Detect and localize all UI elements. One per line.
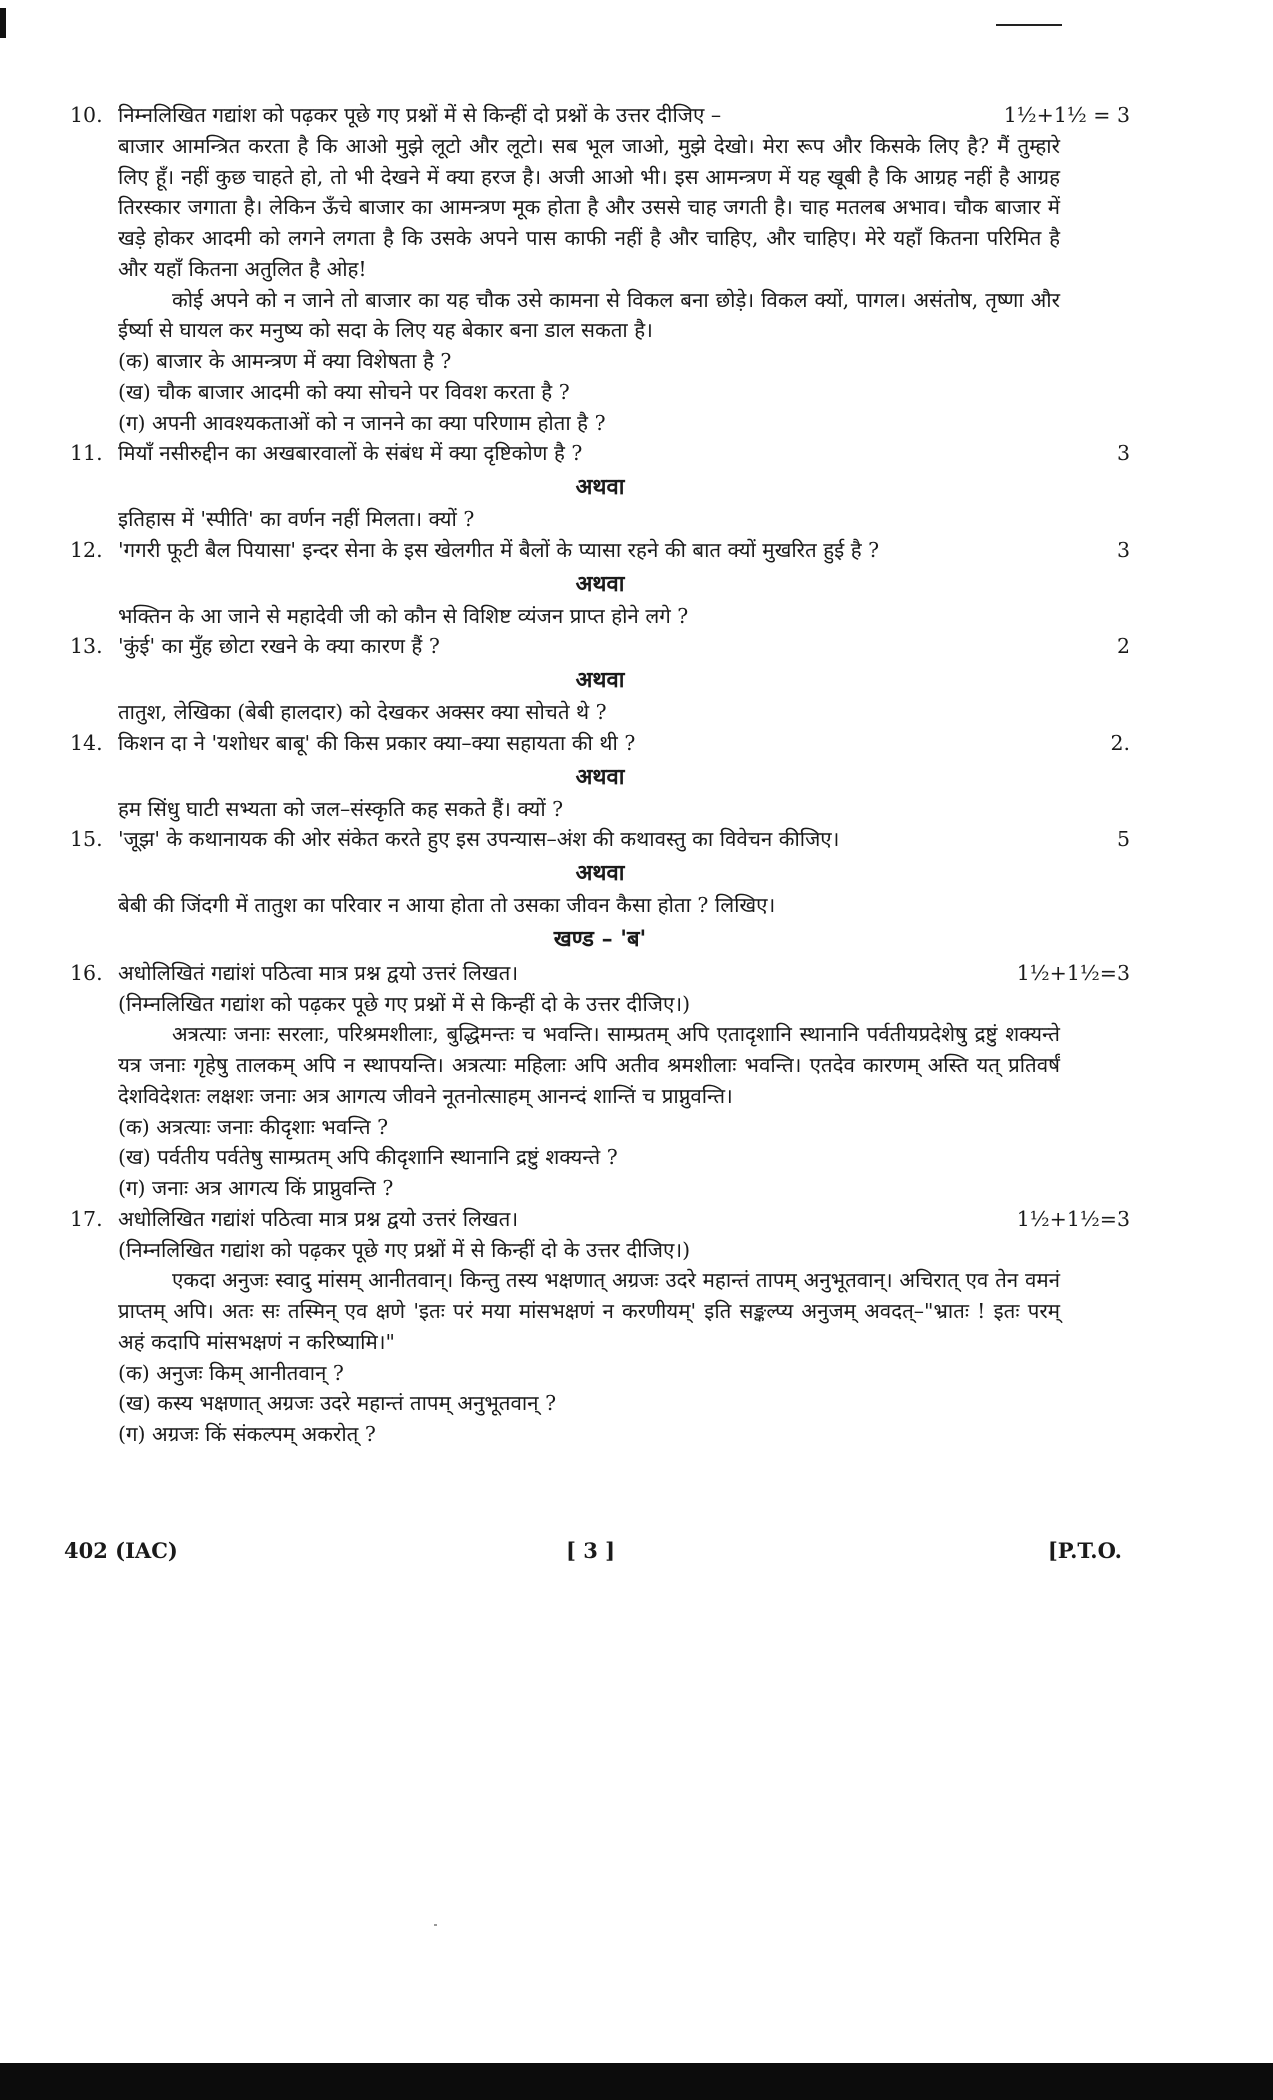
question-marks: 3 — [1116, 537, 1130, 562]
question-number: 14. — [70, 730, 103, 755]
question-text: किशन दा ने 'यशोधर बाबू' की किस प्रकार क्या–क्या सहायता की थी ? — [118, 730, 636, 755]
question-10 — [70, 100, 1130, 438]
question-16 — [70, 958, 1130, 1204]
question-hindi-instruction: (निम्नलिखित गद्यांश को पढ़कर पूछे गए प्रश्नों में से किन्हीं दो के उत्तर दीजिए।) — [118, 991, 691, 1016]
or-divider: अथवा — [575, 570, 625, 597]
page-edge-mark — [0, 8, 6, 38]
question-number: 12. — [70, 537, 103, 562]
question-number: 13. — [70, 634, 103, 659]
question-11 — [70, 438, 1130, 469]
question-lead: अधोलिखित गद्यांशं पठित्वा मात्र प्रश्न द्वयो उत्तरं लिखत। — [118, 1206, 519, 1231]
question-marks: 2. — [1110, 730, 1130, 755]
question-marks: 1½+1½ = 3 — [1003, 103, 1130, 127]
question-number: 10. — [70, 103, 103, 127]
sub-question-ka: (क) बाजार के आमन्त्रण में क्या विशेषता है ? — [118, 349, 452, 373]
or-divider: अथवा — [575, 474, 625, 500]
or-divider: अथवा — [575, 667, 625, 693]
question-marks: 1½+1½=3 — [1016, 1206, 1130, 1231]
passage-paragraph-1: बाजार आमन्त्रित करता है कि आओ मुझे लूटो और लूटो। सब भूल जाओ, मुझे देखो। मेरा रूप और किसके लिए है? मैं तुम्हारे लिए हूँ। नहीं कुछ चाहते हो, तो भी देखने में क्या हरज है। अजी आओ भी। इस आमन्त्रण में यह खूबी है कि आग्रह नहीं है आग्रह तिरस्कार जगाता है। लेकिन ऊँचे बाजार का आमन्त्रण मूक होता है और उससे चाह जगती है। चाह मतलब अभाव। चौक बाजार में खड़े होकर आदमी को लगने लगता है कि उसके अपने पास काफी नहीं है और चाहिए, और चाहिए। मेरे यहाँ कितना परिमित है और यहाँ कितना अतुलित है ओह! — [118, 133, 1060, 281]
alternative-question: इतिहास में 'स्पीति' का वर्णन नहीं मिलता। क्यों ? — [118, 507, 475, 531]
question-text: 'कुंई' का मुँह छोटा रखने के क्या कारण हैं ? — [118, 634, 440, 659]
question-13 — [70, 631, 1130, 662]
question-hindi-instruction: (निम्नलिखित गद्यांश को पढ़कर पूछे गए प्रश्नों में से किन्हीं दो के उत्तर दीजिए।) — [118, 1237, 691, 1262]
question-marks: 5 — [1116, 827, 1130, 852]
page-footer — [64, 1538, 1122, 1570]
question-17 — [70, 1204, 1130, 1450]
top-rule — [996, 24, 1062, 26]
question-15 — [70, 824, 1130, 855]
question-marks: 3 — [1116, 441, 1130, 466]
alternative-question: भक्तिन के आ जाने से महादेवी जी को कौन से विशिष्ट व्यंजन प्राप्त होने लगे ? — [118, 603, 689, 628]
question-14 — [70, 728, 1130, 759]
question-text: मियाँ नसीरुद्दीन का अखबारवालों के संबंध में क्या दृष्टिकोण है ? — [118, 441, 583, 466]
question-number: 11. — [70, 441, 103, 466]
scan-bottom-band — [0, 2063, 1273, 2100]
paper-code: 402 (IAC) — [64, 1538, 178, 1563]
or-divider: अथवा — [575, 860, 625, 886]
sub-question-ka: (क) अत्रत्याः जनाः कीदृशाः भवन्ति ? — [118, 1114, 389, 1139]
question-marks: 2 — [1116, 634, 1130, 659]
sub-question-ga: (ग) अपनी आवश्यकताओं को न जानने का क्या परिणाम होता है ? — [118, 410, 606, 435]
passage-paragraph: एकदा अनुजः स्वादु मांसम् आनीतवान्। किन्तु तस्य भक्षणात् अग्रजः उदरे महान्तं तापम् अनुभूतवान्। अचिरात् एव तेन वमनं प्राप्तम् अपि। अतः सः तस्मिन् एव क्षणे 'इतः परं मया मांसभक्षणं न करणीयम्' इति सङ्कल्प्य अनुजम् अवदत्–"भ्रातः ! इतः परम् अहं कदापि मांसभक्षणं न करिष्यामि।" — [118, 1268, 1060, 1354]
question-number: 16. — [70, 960, 103, 985]
question-lead: अधोलिखितं गद्यांशं पठित्वा मात्र प्रश्न द्वयो उत्तरं लिखत। — [118, 960, 519, 985]
alternative-question: बेबी की जिंदगी में तातुश का परिवार न आया होता तो उसका जीवन कैसा होता ? लिखिए। — [118, 893, 776, 917]
sub-question-kha: (ख) पर्वतीय पर्वतेषु साम्प्रतम् अपि कीदृशानि स्थानानि द्रष्टुं शक्यन्ते ? — [118, 1145, 618, 1170]
alternative-question: तातुश, लेखिका (बेबी हालदार) को देखकर अक्सर क्या सोचते थे ? — [118, 700, 607, 724]
or-divider: अथवा — [575, 763, 625, 790]
question-paper-body — [70, 100, 1130, 1450]
sub-question-ka: (क) अनुजः किम् आनीतवान् ? — [118, 1360, 344, 1385]
sub-question-ga: (ग) जनाः अत्र आगत्य किं प्राप्नुवन्ति ? — [118, 1176, 394, 1200]
sub-question-ga: (ग) अग्रजः किं संकल्पम् अकरोत् ? — [118, 1422, 376, 1446]
page-number: [ 3 ] — [566, 1538, 616, 1563]
question-12 — [70, 535, 1130, 566]
question-text: 'गगरी फूटी बैल पियासा' इन्दर सेना के इस खेलगीत में बैलों के प्यासा रहने की बात क्यों मुखरित हुई है ? — [118, 537, 880, 562]
scan-speck — [434, 1924, 437, 1926]
sub-question-kha: (ख) कस्य भक्षणात् अग्रजः उदरे महान्तं तापम् अनुभूतवान् ? — [118, 1391, 557, 1416]
please-turn-over: [P.T.O. — [1047, 1538, 1122, 1563]
alternative-question: हम सिंधु घाटी सभ्यता को जल–संस्कृति कह सकते हैं। क्यों ? — [118, 796, 564, 821]
section-b-heading: खण्ड – 'ब' — [553, 925, 647, 952]
question-text: 'जूझ' के कथानायक की ओर संकेत करते हुए इस उपन्यास–अंश की कथावस्तु का विवेचन कीजिए। — [118, 827, 840, 852]
sub-question-kha: (ख) चौक बाजार आदमी को क्या सोचने पर विवश करता है ? — [118, 379, 570, 404]
passage-paragraph: अत्रत्याः जनाः सरलाः, परिश्रमशीलाः, बुद्धिमन्तः च भवन्ति। साम्प्रतम् अपि एतादृशानि स्थानानि पर्वतीयप्रदेशेषु द्रष्टुं शक्यन्ते यत्र जनाः गृहेषु तालकम् अपि न स्थापयन्ति। अत्रत्याः महिलाः अपि अतीव श्रमशीलाः भवन्ति। एतदेव कारणम् अस्ति यत् प्रतिवर्षं देशविदेशतः लक्षशः जनाः अत्र आगत्य जीवने नूतनोत्साहम् आनन्दं शान्तिं च प्राप्नुवन्ति। — [118, 1022, 1060, 1108]
question-number: 15. — [70, 827, 103, 852]
passage-paragraph-2: कोई अपने को न जाने तो बाजार का यह चौक उसे कामना से विकल बना छोड़े। विकल क्यों, पागल। असंतोष, तृष्णा और ईर्ष्या से घायल कर मनुष्य को सदा के लिए यह बेकार बना डाल सकता है। — [118, 287, 1060, 343]
question-lead: निम्नलिखित गद्यांश को पढ़कर पूछे गए प्रश्नों में से किन्हीं दो प्रश्नों के उत्तर दीजिए – — [118, 103, 722, 127]
question-marks: 1½+1½=3 — [1016, 960, 1130, 985]
question-number: 17. — [70, 1206, 103, 1231]
